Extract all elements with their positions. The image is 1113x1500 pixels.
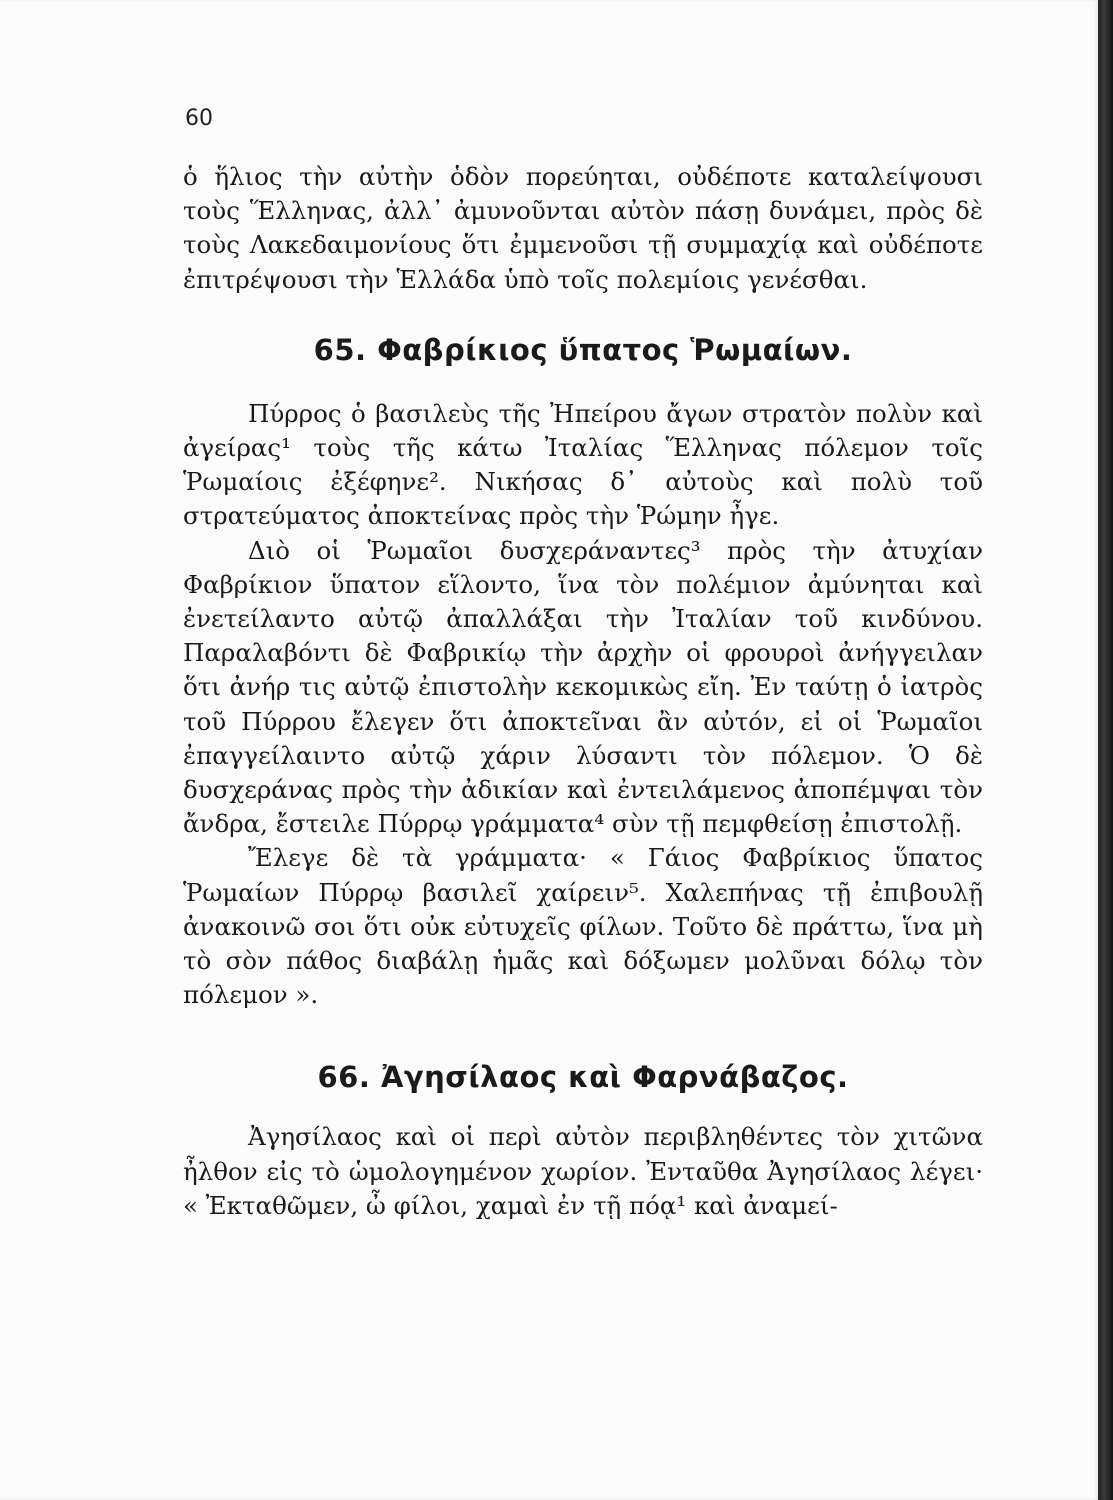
section-65-paragraph-2: Διὸ οἱ Ῥωμαῖοι δυσχεράναντες³ πρὸς τὴν ἀτυχίαν Φαβρίκιον ὕπατον εἵλοντο, ἵνα τὸν πολέμιον ἀμύνηται καὶ ἐνετείλαντο αὐτῷ ἀπαλλάξαι τὴν Ἰταλίαν τοῦ κινδύνου. Παραλαβόντι δὲ Φαβρικίῳ τὴν ἀρχὴν οἱ φρουροὶ ἀνήγγειλαν ὅτι ἀνήρ τις αὐτῷ ἐπιστολὴν κεκομικὼς εἴη. Ἐν ταύτῃ ὁ ἰατρὸς τοῦ Πύρρου ἔλεγεν ὅτι ἀποκτεῖναι ἂν αὐτόν, εἰ οἱ Ῥωμαῖοι ἐπαγγείλαιντο αὐτῷ χάριν λύσαντι τὸν πόλεμον. Ὁ δὲ δυσχεράνας πρὸς τὴν ἀδικίαν καὶ ἐντειλάμενος ἀποπέμψαι τὸν ἄνδρα, ἔστειλε Πύρρῳ γράμματα⁴ σὺν τῇ πεμφθείσῃ ἐπιστολῇ. xyxy=(183,535,983,839)
intro-paragraph: ὁ ἥλιος τὴν αὐτὴν ὁδὸν πορεύηται, οὐδέποτε καταλείψουσι τοὺς Ἕλληνας, ἀλλ᾽ ἀμυνοῦνται αὐτὸν πάσῃ δυνάμει, πρὸς δὲ τοὺς Λακεδαιμονίους ὅτι ἐμμενοῦσι τῇ συμμαχίᾳ καὶ οὐδέποτε ἐπιτρέψουσι τὴν Ἑλλάδα ὑπὸ τοῖς πολεμίοις γενέσθαι. xyxy=(183,162,983,294)
page-number: 60 xyxy=(185,106,213,131)
section-66-paragraph-1: Ἀγησίλαος καὶ οἱ περὶ αὐτὸν περιβληθέντες τὸν χιτῶνα ἦλθον εἰς τὸ ὡμολογημένον χωρίον. Ἐνταῦθα Ἀγησίλαος λέγει· « Ἐκταθῶμεν, ὦ φίλοι, χαμαὶ ἐν τῇ πόᾳ¹ καὶ ἀναμεί- xyxy=(183,1122,983,1220)
section-65-heading: 65. Φαβρίκιος ὕπατος Ῥωμαίων. xyxy=(313,332,853,367)
section-65-paragraph-3: Ἔλεγε δὲ τὰ γράμματα· « Γάιος Φαβρίκιος ὕπατος Ῥωμαίων Πύρρῳ βασιλεῖ χαίρειν⁵. Χαλεπήνας τῇ ἐπιβουλῇ ἀνακοινῶ σοι ὅτι οὐκ εὐτυχεῖς φίλων. Τοῦτο δὲ πράττω, ἵνα μὴ τὸ σὸν πάθος διαβάλῃ ἡμᾶς καὶ δόξωμεν μολῦναι δόλῳ τὸν πόλεμον ». xyxy=(183,843,983,1010)
section-65-paragraph-1: Πύρρος ὁ βασιλεὺς τῆς Ἠπείρου ἄγων στρατὸν πολὺν καὶ ἀγείρας¹ τοὺς τῆς κάτω Ἰταλίας Ἕλληνας πόλεμον τοῖς Ῥωμαίοις ἐξέφηνε². Νικήσας δ᾽ αὐτοὺς καὶ πολὺ τοῦ στρατεύματος ἀποκτείνας πρὸς τὴν Ῥώμην ἦγε. xyxy=(183,398,983,531)
section-66-heading: 66. Ἀγησίλαος καὶ Φαρνάβαζος. xyxy=(317,1060,849,1095)
page-edge-shadow xyxy=(1098,0,1113,1500)
page-content xyxy=(183,160,983,1223)
